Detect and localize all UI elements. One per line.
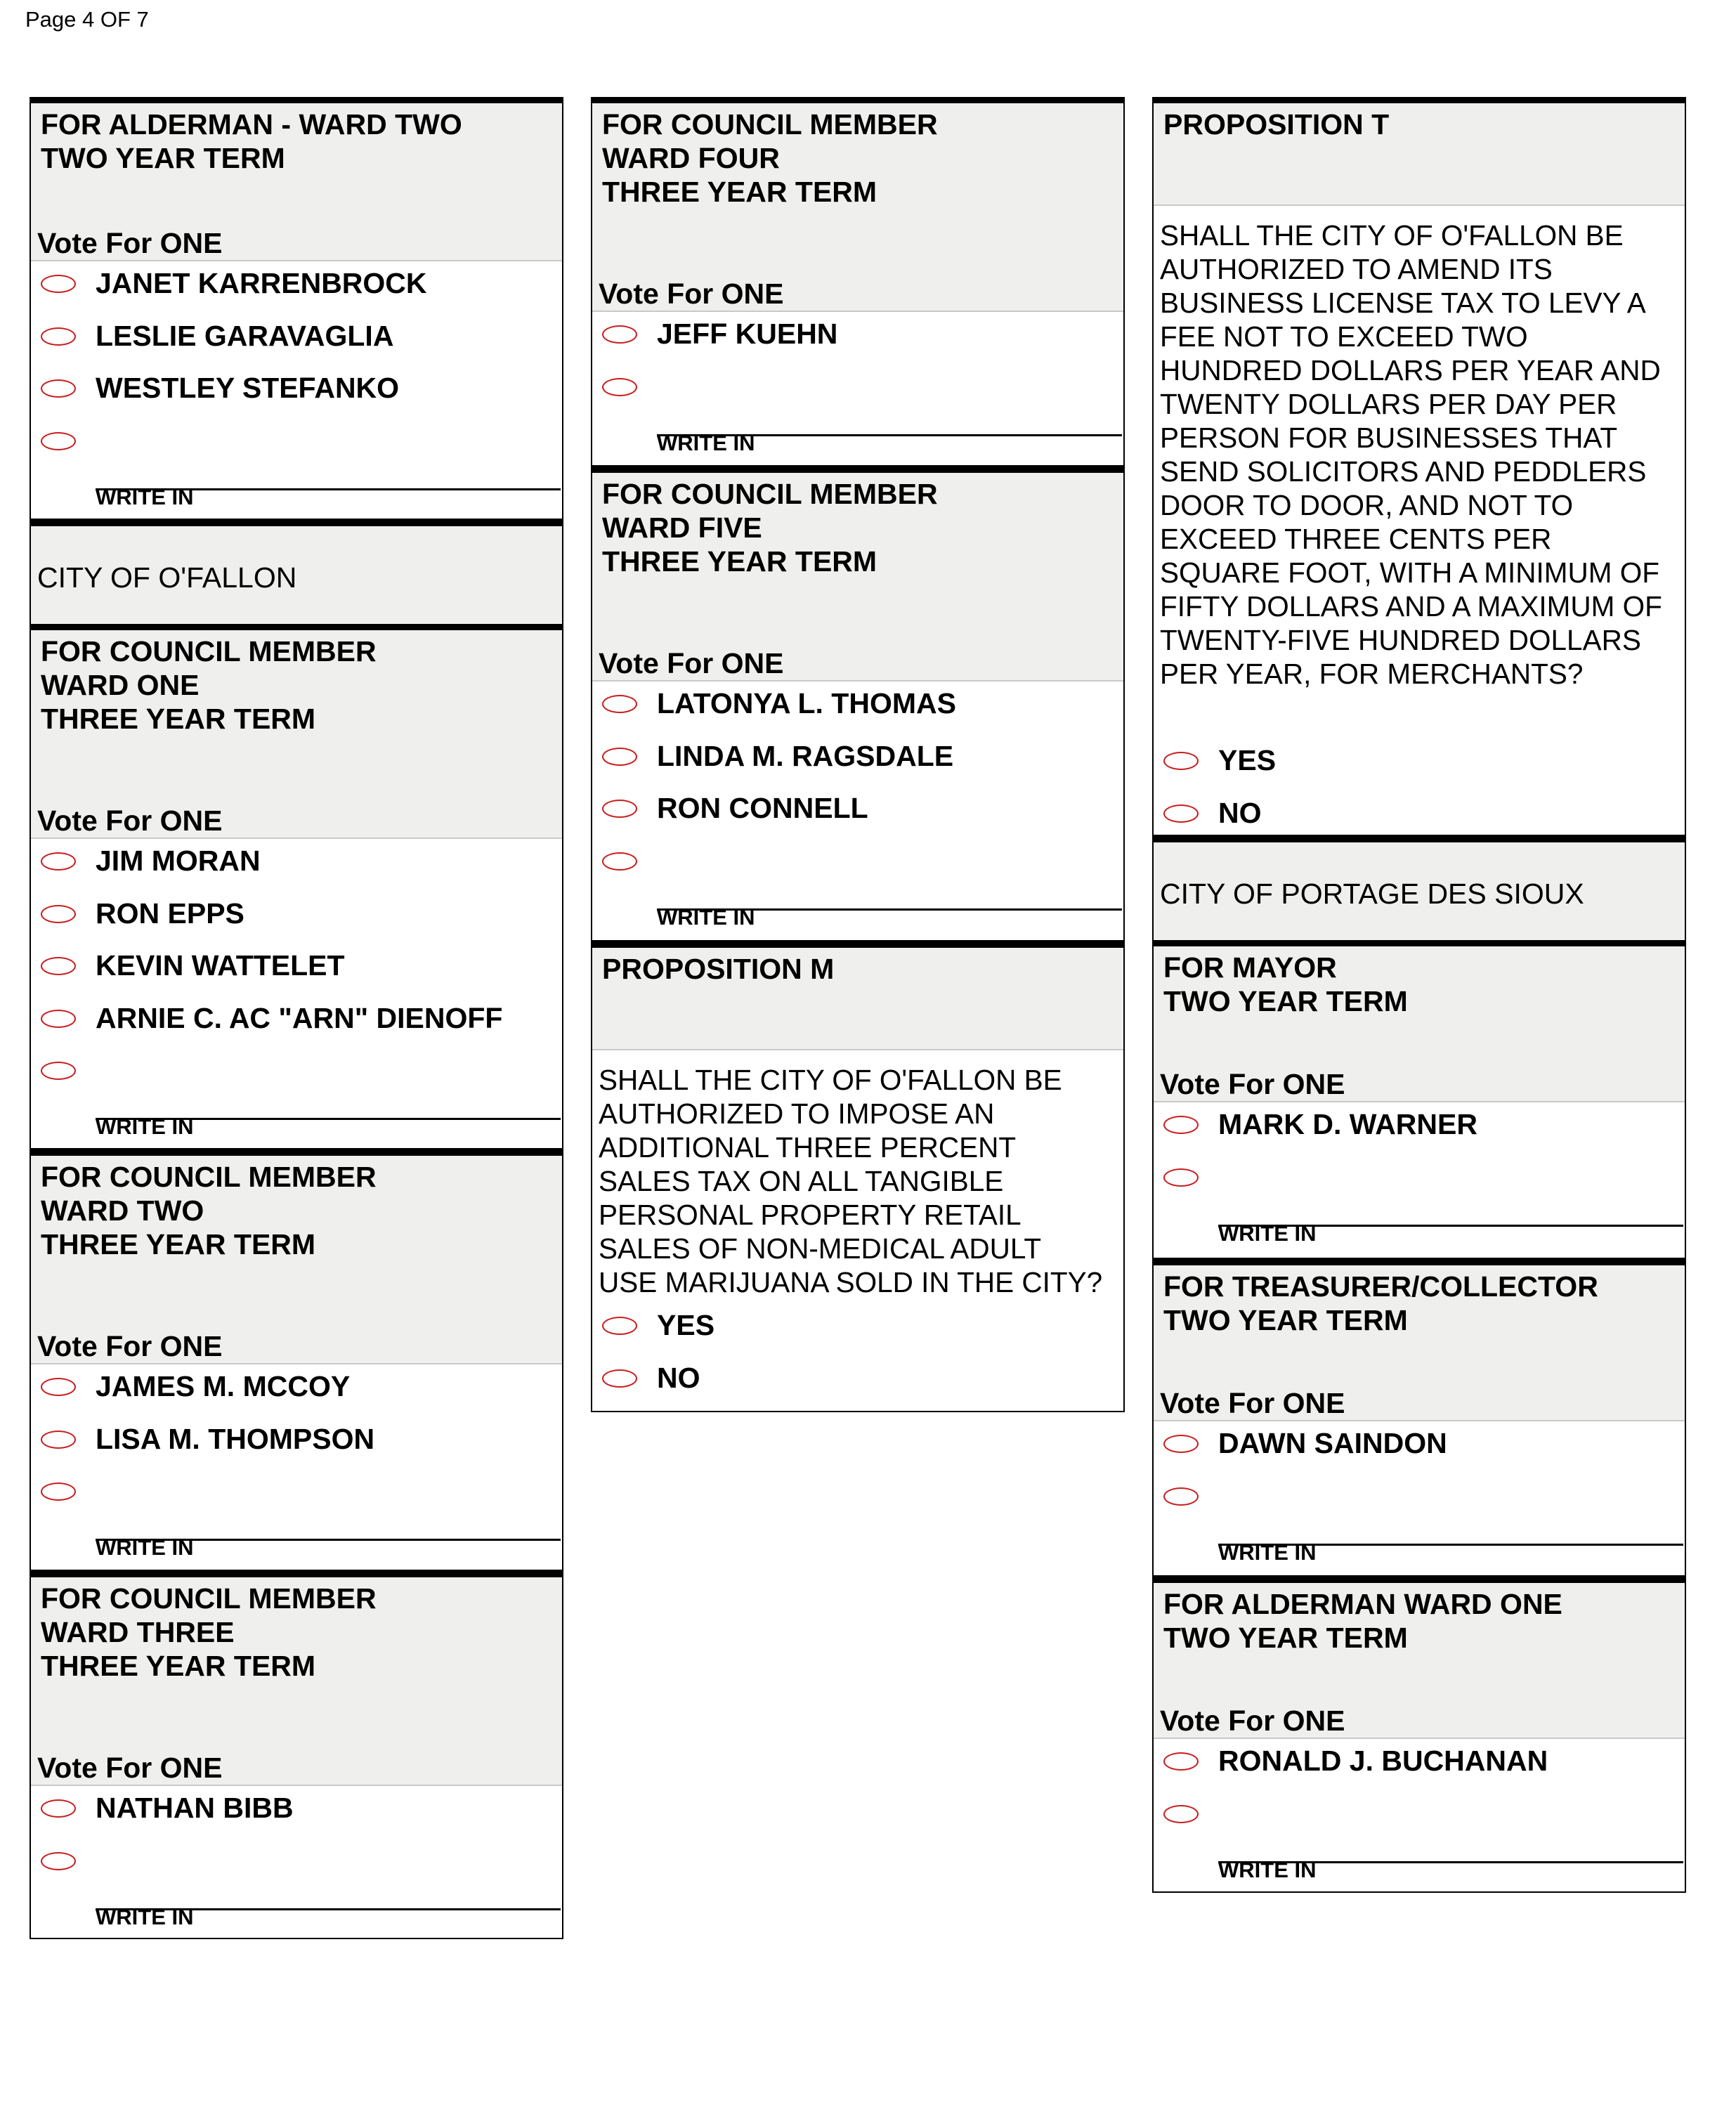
contest-header	[31, 103, 562, 261]
write-in-label: WRITE IN	[657, 904, 755, 930]
contest-header	[592, 948, 1123, 1050]
jurisdiction-name: CITY OF PORTAGE DES SIOUX	[1160, 878, 1584, 910]
choice-no[interactable]	[1154, 791, 1685, 844]
contest-council-ward-three	[30, 1571, 563, 1939]
vote-for-label: Vote For ONE	[599, 278, 784, 310]
contest-title: FOR MAYOR TWO YEAR TERM	[1163, 951, 1408, 1017]
vote-oval[interactable]	[1163, 1805, 1199, 1823]
vote-oval[interactable]	[41, 1799, 76, 1818]
contest-title: FOR ALDERMAN WARD ONE TWO YEAR TERM	[1163, 1588, 1562, 1654]
write-in-option[interactable]	[31, 1048, 562, 1140]
vote-oval[interactable]	[41, 1062, 76, 1080]
contest-title: FOR COUNCIL MEMBER WARD ONE THREE YEAR TERM	[41, 635, 377, 735]
candidate-name: DAWN SAINDON	[1218, 1427, 1447, 1459]
jurisdiction-header	[30, 520, 563, 624]
write-in-option[interactable]	[592, 365, 1123, 455]
contest-council-ward-two	[30, 1149, 563, 1571]
candidate-option[interactable]	[31, 892, 562, 944]
vote-for-label: Vote For ONE	[1160, 1387, 1345, 1419]
contest-title: FOR COUNCIL MEMBER WARD FOUR THREE YEAR TERM	[602, 108, 938, 208]
vote-oval[interactable]	[602, 852, 637, 871]
vote-oval[interactable]	[602, 800, 637, 818]
candidate-option[interactable]	[31, 839, 562, 892]
vote-oval[interactable]	[602, 695, 637, 713]
candidate-option[interactable]	[31, 996, 562, 1049]
write-in-label: WRITE IN	[96, 1535, 194, 1560]
candidate-name: LESLIE GARAVAGLIA	[96, 319, 394, 352]
ballot-column-1	[30, 97, 563, 1939]
contest-council-ward-five	[591, 467, 1125, 941]
candidate-option[interactable]	[592, 734, 1123, 787]
candidate-name: ARNIE C. AC "ARN" DIENOFF	[96, 1001, 503, 1034]
contest-title: PROPOSITION M	[602, 953, 835, 985]
contest-title: FOR COUNCIL MEMBER WARD FIVE THREE YEAR TERM	[602, 478, 938, 578]
ballot-column-3	[1152, 97, 1686, 1893]
jurisdiction-name: CITY OF O'FALLON	[37, 561, 297, 594]
vote-oval[interactable]	[1163, 752, 1199, 770]
vote-oval[interactable]	[602, 748, 637, 766]
contest-alderman-ward-two	[30, 97, 563, 520]
vote-for-label: Vote For ONE	[37, 1752, 223, 1784]
write-in-option[interactable]	[1154, 1792, 1685, 1882]
vote-oval[interactable]	[602, 378, 637, 396]
contest-treasurer-collector	[1152, 1259, 1686, 1577]
vote-oval[interactable]	[41, 957, 76, 975]
write-in-option[interactable]	[31, 1469, 562, 1560]
write-in-label: WRITE IN	[657, 430, 755, 455]
candidate-name: LATONYA L. THOMAS	[657, 687, 956, 719]
vote-oval[interactable]	[41, 432, 76, 450]
contest-header	[31, 630, 562, 839]
write-in-option[interactable]	[31, 419, 562, 509]
vote-oval[interactable]	[602, 1317, 637, 1335]
vote-for-label: Vote For ONE	[37, 804, 223, 837]
choice-yes[interactable]	[1154, 738, 1685, 791]
candidate-name: JAMES M. MCCOY	[96, 1370, 351, 1402]
proposition-text: SHALL THE CITY OF O'FALLON BE AUTHORIZED TO AMEND ITS BUSINESS LICENSE TAX TO LEVY A FEE NOT TO EXCEED TWO HUNDRED DOLLARS PER YEAR AND TWENTY DOLLARS PER DAY PER PERSON FOR BUSINESSES THAT SEND SOLICITORS AND PEDDLERS DOOR TO DOOR, AND NOT TO EXCEED THREE CENTS PER SQUARE FOOT, WITH A MINIMUM OF FIFTY DOLLARS AND A MAXIMUM OF TWENTY-FIVE HUNDRED DOLLARS PER YEAR, FOR MERCHANTS?	[1160, 219, 1662, 690]
vote-oval[interactable]	[41, 327, 76, 346]
vote-oval[interactable]	[602, 325, 637, 344]
candidate-option[interactable]	[31, 944, 562, 996]
write-in-label: WRITE IN	[96, 484, 194, 509]
candidate-option[interactable]	[31, 1786, 562, 1839]
jurisdiction-header	[1152, 836, 1686, 940]
contest-council-ward-one	[30, 624, 563, 1149]
contest-council-ward-four	[591, 97, 1125, 467]
vote-oval[interactable]	[41, 275, 76, 293]
vote-for-label: Vote For ONE	[1160, 1068, 1345, 1100]
candidate-option[interactable]	[592, 786, 1123, 839]
candidate-name: JIM MORAN	[96, 845, 261, 877]
contest-proposition-t	[1152, 97, 1686, 836]
write-in-option[interactable]	[31, 1839, 562, 1929]
vote-oval[interactable]	[1163, 1752, 1199, 1771]
vote-oval[interactable]	[1163, 1487, 1199, 1506]
choice-label: NO	[657, 1361, 700, 1394]
candidate-name: LISA M. THOMPSON	[96, 1422, 375, 1455]
vote-for-label: Vote For ONE	[599, 647, 784, 679]
choice-label: YES	[1218, 744, 1277, 776]
contest-header	[31, 1156, 562, 1364]
vote-oval[interactable]	[41, 905, 76, 923]
contest-header	[1154, 1265, 1685, 1421]
write-in-option[interactable]	[592, 839, 1123, 930]
candidate-option[interactable]	[31, 261, 562, 314]
vote-oval[interactable]	[41, 1010, 76, 1028]
ballot-column-2	[591, 97, 1125, 1412]
write-in-label: WRITE IN	[1218, 1857, 1317, 1882]
choice-yes[interactable]	[592, 1303, 1123, 1356]
contest-header	[592, 103, 1123, 312]
vote-oval[interactable]	[41, 1431, 76, 1449]
candidate-option[interactable]	[592, 312, 1123, 365]
candidate-name: WESTLEY STEFANKO	[96, 372, 400, 405]
candidate-option[interactable]	[31, 314, 562, 367]
contest-title: PROPOSITION T	[1163, 108, 1390, 141]
candidate-option[interactable]	[1154, 1739, 1685, 1792]
write-in-option[interactable]	[1154, 1155, 1685, 1246]
vote-for-label: Vote For ONE	[37, 227, 223, 259]
write-in-label: WRITE IN	[96, 1904, 194, 1929]
vote-oval[interactable]	[41, 1378, 76, 1396]
vote-for-label: Vote For ONE	[1160, 1705, 1345, 1737]
candidate-name: RON CONNELL	[657, 792, 868, 825]
write-in-option[interactable]	[1154, 1474, 1685, 1565]
choice-label: YES	[657, 1309, 715, 1341]
contest-title: FOR COUNCIL MEMBER WARD TWO THREE YEAR TERM	[41, 1161, 377, 1260]
write-in-label: WRITE IN	[1218, 1539, 1317, 1565]
write-in-label: WRITE IN	[96, 1114, 194, 1140]
write-in-label: WRITE IN	[1218, 1220, 1317, 1246]
candidate-name: NATHAN BIBB	[96, 1792, 294, 1824]
candidate-option[interactable]	[31, 1364, 562, 1417]
candidate-name: LINDA M. RAGSDALE	[657, 739, 954, 772]
candidate-option[interactable]	[592, 682, 1123, 734]
candidate-option[interactable]	[1154, 1421, 1685, 1474]
contest-header	[1154, 946, 1685, 1102]
candidate-name: RON EPPS	[96, 897, 244, 930]
candidate-name: JEFF KUEHN	[657, 318, 838, 350]
vote-oval[interactable]	[1163, 1168, 1199, 1187]
candidate-option[interactable]	[1154, 1102, 1685, 1155]
contest-header	[1154, 1583, 1685, 1739]
choice-no[interactable]	[592, 1356, 1123, 1409]
candidate-option[interactable]	[31, 1417, 562, 1470]
contest-title: FOR ALDERMAN - WARD TWO TWO YEAR TERM	[41, 108, 462, 174]
page-number: Page 4 OF 7	[25, 7, 149, 32]
vote-oval[interactable]	[41, 1482, 76, 1501]
contest-title: FOR TREASURER/COLLECTOR TWO YEAR TERM	[1163, 1270, 1598, 1336]
choice-label: NO	[1218, 796, 1262, 829]
contest-proposition-m	[591, 941, 1125, 1412]
vote-oval[interactable]	[1163, 804, 1199, 823]
candidate-name: MARK D. WARNER	[1218, 1108, 1477, 1140]
proposition-text: SHALL THE CITY OF O'FALLON BE AUTHORIZED TO IMPOSE AN ADDITIONAL THREE PERCENT SALES TAX ON ALL TANGIBLE PERSONAL PROPERTY RETAIL SALES OF NON-MEDICAL ADULT USE MARIJUANA SOLD IN THE CITY?	[599, 1064, 1103, 1298]
vote-oval[interactable]	[41, 852, 76, 871]
contest-alderman-ward-one	[1152, 1577, 1686, 1893]
vote-oval[interactable]	[602, 1369, 637, 1388]
contest-header	[1154, 103, 1685, 206]
candidate-name: KEVIN WATTELET	[96, 949, 345, 982]
contest-title: FOR COUNCIL MEMBER WARD THREE THREE YEAR TERM	[41, 1582, 377, 1682]
contest-mayor	[1152, 940, 1686, 1259]
vote-for-label: Vote For ONE	[37, 1330, 223, 1362]
contest-header	[592, 473, 1123, 682]
vote-oval[interactable]	[41, 1852, 76, 1870]
vote-oval[interactable]	[41, 379, 76, 398]
candidate-name: JANET KARRENBROCK	[96, 267, 427, 299]
vote-oval[interactable]	[1163, 1435, 1199, 1453]
candidate-option[interactable]	[31, 366, 562, 419]
contest-header	[31, 1577, 562, 1786]
vote-oval[interactable]	[1163, 1116, 1199, 1134]
candidate-name: RONALD J. BUCHANAN	[1218, 1745, 1548, 1777]
